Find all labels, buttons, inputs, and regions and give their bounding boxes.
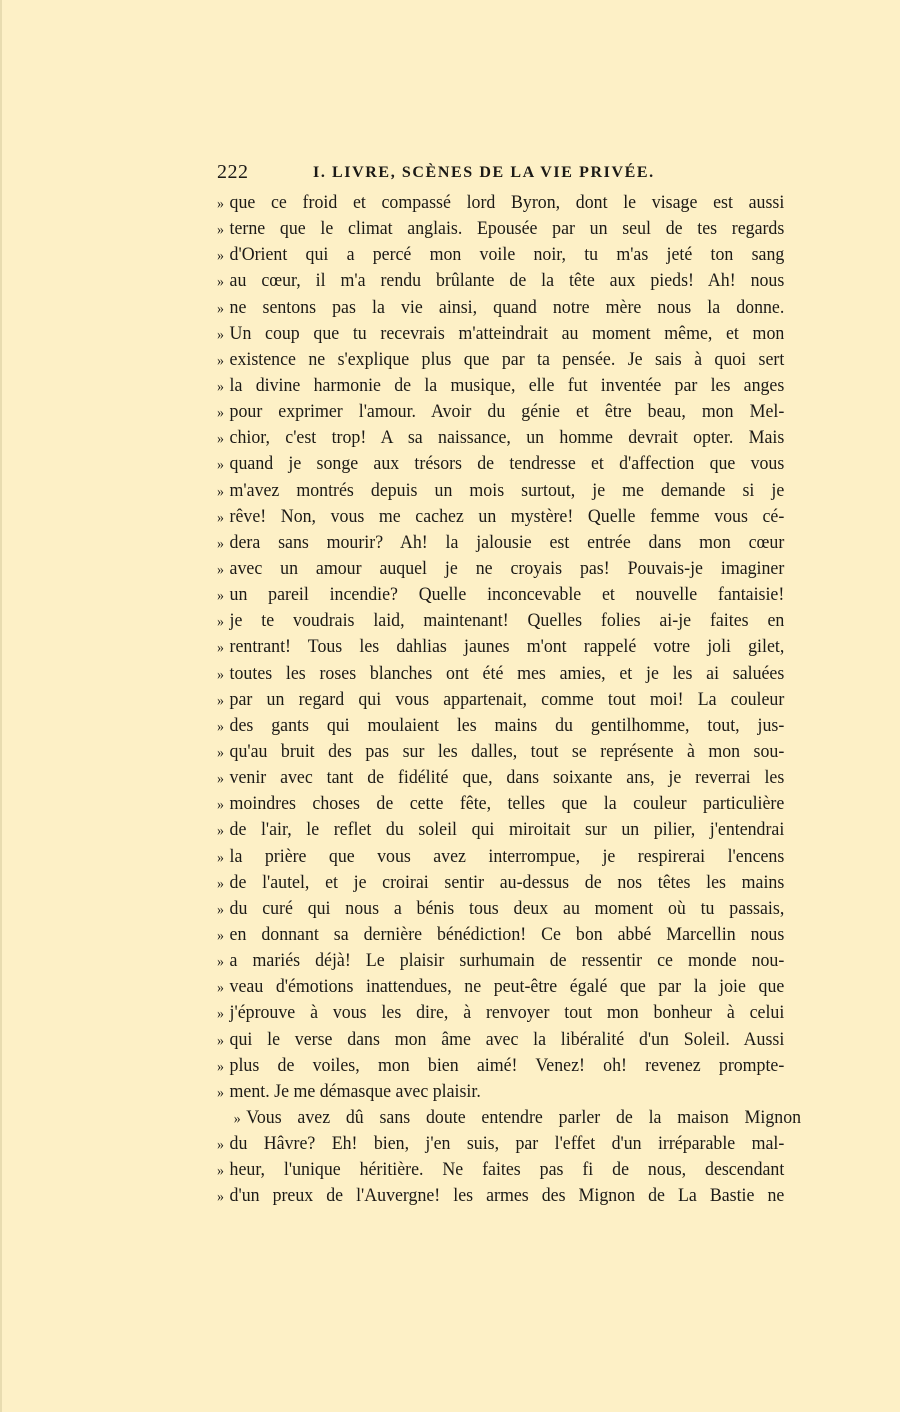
quote-mark: » bbox=[217, 509, 224, 526]
line-text: de l'autel, et je croirai sentir au-dessus de nos têtes les mains bbox=[229, 871, 785, 893]
line-text: veau d'émotions inattendues, ne peut-être égalé que par la joie que bbox=[229, 976, 785, 998]
line-text: Un coup que tu recevrais m'atteindrait au moment même, et mon bbox=[229, 322, 785, 344]
text-line bbox=[217, 1183, 784, 1209]
line-text: avec un amour auquel je ne croyais pas! Pouvais-je imaginer bbox=[229, 557, 785, 579]
quote-mark: » bbox=[217, 326, 224, 343]
text-line bbox=[217, 817, 784, 843]
quote-mark: » bbox=[217, 927, 224, 944]
line-text: m'avez montrés depuis un mois surtout, je me demande si je bbox=[229, 479, 785, 501]
text-line bbox=[217, 295, 784, 321]
line-text: que ce froid et compassé lord Byron, dont le visage est aussi bbox=[229, 192, 785, 213]
line-text: d'un preux de l'Auvergne! les armes des Mignon de La Bastie ne bbox=[229, 1185, 785, 1207]
text-line bbox=[217, 948, 784, 974]
quote-mark: » bbox=[217, 954, 224, 971]
line-text: a mariés déjà! Le plaisir surhumain de ressentir ce monde nou- bbox=[229, 950, 785, 972]
line-text: de l'air, le reflet du soleil qui miroitait sur un pilier, j'entendrai bbox=[229, 819, 785, 841]
line-text: quand je songe aux trésors de tendresse et d'affection que vous bbox=[229, 453, 785, 475]
text-line bbox=[217, 321, 784, 347]
text-line bbox=[217, 1105, 801, 1131]
quote-mark: » bbox=[217, 849, 224, 866]
line-text: au cœur, il m'a rendu brûlante de la tête aux pieds! Ah! nous bbox=[229, 270, 785, 292]
quote-mark: » bbox=[217, 457, 224, 474]
line-text: je te voudrais laid, maintenant! Quelles folies ai-je faites en bbox=[229, 610, 785, 632]
line-text: j'éprouve à vous les dire, à renvoyer tout mon bonheur à celui bbox=[229, 1002, 785, 1024]
line-text: un pareil incendie? Quelle inconcevable et nouvelle fantaisie! bbox=[229, 584, 785, 606]
quote-mark: » bbox=[217, 483, 224, 500]
line-text: qui le verse dans mon âme avec la libéralité d'un Soleil. Aussi bbox=[229, 1028, 785, 1050]
text-line bbox=[217, 373, 784, 399]
quote-mark: » bbox=[217, 196, 224, 212]
quote-mark: » bbox=[217, 431, 224, 448]
quote-mark: » bbox=[217, 1006, 224, 1023]
quote-mark: » bbox=[217, 823, 224, 840]
line-text: chior, c'est trop! A sa naissance, un homme devrait opter. Mais bbox=[229, 427, 785, 449]
text-line bbox=[217, 1000, 784, 1026]
text-line bbox=[217, 399, 784, 425]
quote-mark: » bbox=[217, 378, 224, 395]
line-text: ment. Je me démasque avec plaisir. bbox=[229, 1080, 481, 1102]
line-text: du curé qui nous a bénis tous deux au moment où tu passais, bbox=[229, 897, 785, 919]
line-text: ne sentons pas la vie ainsi, quand notre mère nous la donne. bbox=[229, 296, 785, 318]
text-line bbox=[217, 634, 784, 660]
quote-mark: » bbox=[217, 666, 224, 683]
quote-mark: » bbox=[217, 1163, 224, 1180]
text-line bbox=[217, 451, 784, 477]
line-text: existence ne s'explique plus que par ta pensée. Je sais à quoi sert bbox=[229, 348, 785, 370]
line-text: Vous avez dû sans doute entendre parler de la maison Mignon bbox=[246, 1106, 802, 1128]
text-line bbox=[217, 556, 784, 582]
quote-mark: » bbox=[217, 1189, 224, 1206]
quote-mark: » bbox=[217, 744, 224, 761]
quote-mark: » bbox=[217, 1032, 224, 1049]
text-line bbox=[217, 608, 784, 634]
line-text: plus de voiles, mon bien aimé! Venez! oh! revenez prompte- bbox=[229, 1054, 785, 1076]
text-line bbox=[217, 425, 784, 451]
quote-mark: » bbox=[217, 300, 224, 317]
line-text: d'Orient qui a percé mon voile noir, tu m'as jeté ton sang bbox=[229, 244, 785, 266]
line-text: dera sans mourir? Ah! la jalousie est entrée dans mon cœur bbox=[229, 531, 785, 553]
line-text: terne que le climat anglais. Epousée par un seul de tes regards bbox=[229, 218, 785, 240]
quote-mark: » bbox=[217, 718, 224, 735]
text-line bbox=[217, 661, 784, 687]
quote-mark: » bbox=[217, 1058, 224, 1075]
quote-mark: » bbox=[217, 274, 224, 291]
text-line bbox=[217, 765, 784, 791]
text-line bbox=[217, 582, 784, 608]
text-line bbox=[217, 896, 784, 922]
line-text: moindres choses de cette fête, telles que la couleur particulière bbox=[229, 793, 785, 815]
line-text: pour exprimer l'amour. Avoir du génie et être beau, mon Mel- bbox=[229, 401, 785, 423]
quote-mark: » bbox=[217, 771, 224, 788]
line-text: des gants qui moulaient les mains du gentilhomme, tout, jus- bbox=[229, 714, 785, 736]
line-text: rentrant! Tous les dahlias jaunes m'ont rappelé votre joli gilet, bbox=[229, 636, 785, 658]
running-head: I. LIVRE, SCÈNES DE LA VIE PRIVÉE. bbox=[313, 164, 655, 181]
page-header bbox=[217, 160, 787, 184]
text-line bbox=[217, 268, 784, 294]
quote-mark: » bbox=[217, 588, 224, 605]
line-text: en donnant sa dernière bénédiction! Ce bon abbé Marcellin nous bbox=[229, 923, 785, 945]
body-text bbox=[217, 190, 802, 1209]
text-line bbox=[217, 478, 784, 504]
text-line bbox=[217, 713, 784, 739]
line-text: par un regard qui vous appartenait, comme tout moi! La couleur bbox=[229, 688, 785, 710]
text-line bbox=[217, 1157, 784, 1183]
text-line bbox=[217, 216, 784, 242]
text-line bbox=[217, 190, 784, 216]
text-line bbox=[217, 687, 784, 713]
quote-mark: » bbox=[217, 692, 224, 709]
text-line bbox=[217, 844, 784, 870]
quote-mark: » bbox=[217, 222, 224, 239]
line-text: rêve! Non, vous me cachez un mystère! Quelle femme vous cé- bbox=[229, 505, 785, 527]
quote-mark: » bbox=[217, 1084, 224, 1101]
line-text: la prière que vous avez interrompue, je respirerai l'encens bbox=[229, 845, 785, 867]
text-line bbox=[217, 1027, 784, 1053]
text-line bbox=[217, 1079, 784, 1105]
text-line bbox=[217, 791, 784, 817]
quote-mark: » bbox=[217, 797, 224, 814]
quote-mark: » bbox=[217, 1137, 224, 1154]
quote-mark: » bbox=[217, 352, 224, 369]
line-text: toutes les roses blanches ont été mes amies, et je les ai saluées bbox=[229, 662, 785, 684]
text-line bbox=[217, 974, 784, 1000]
text-line bbox=[217, 530, 784, 556]
quote-mark: » bbox=[217, 614, 224, 631]
line-text: la divine harmonie de la musique, elle fut inventée par les anges bbox=[229, 374, 785, 396]
quote-mark: » bbox=[233, 1110, 241, 1127]
quote-mark: » bbox=[217, 980, 224, 997]
quote-mark: » bbox=[217, 875, 224, 892]
text-line bbox=[217, 242, 784, 268]
page-number: 222 bbox=[217, 161, 249, 183]
quote-mark: » bbox=[217, 248, 224, 265]
quote-mark: » bbox=[217, 640, 224, 657]
quote-mark: » bbox=[217, 405, 224, 422]
text-line bbox=[217, 504, 784, 530]
text-line bbox=[217, 1131, 784, 1157]
line-text: venir avec tant de fidélité que, dans soixante ans, je reverrai les bbox=[229, 767, 785, 789]
line-text: qu'au bruit des pas sur les dalles, tout se représente à mon sou- bbox=[229, 740, 785, 762]
quote-mark: » bbox=[217, 901, 224, 918]
text-line bbox=[217, 870, 784, 896]
quote-mark: » bbox=[217, 535, 224, 552]
text-line bbox=[217, 1053, 784, 1079]
text-line bbox=[217, 739, 784, 765]
text-line bbox=[217, 922, 784, 948]
text-line bbox=[217, 347, 784, 373]
quote-mark: » bbox=[217, 561, 224, 578]
line-text: du Hâvre? Eh! bien, j'en suis, par l'effet d'un irréparable mal- bbox=[229, 1133, 785, 1155]
line-text: heur, l'unique héritière. Ne faites pas fi de nous, descendant bbox=[229, 1159, 785, 1181]
